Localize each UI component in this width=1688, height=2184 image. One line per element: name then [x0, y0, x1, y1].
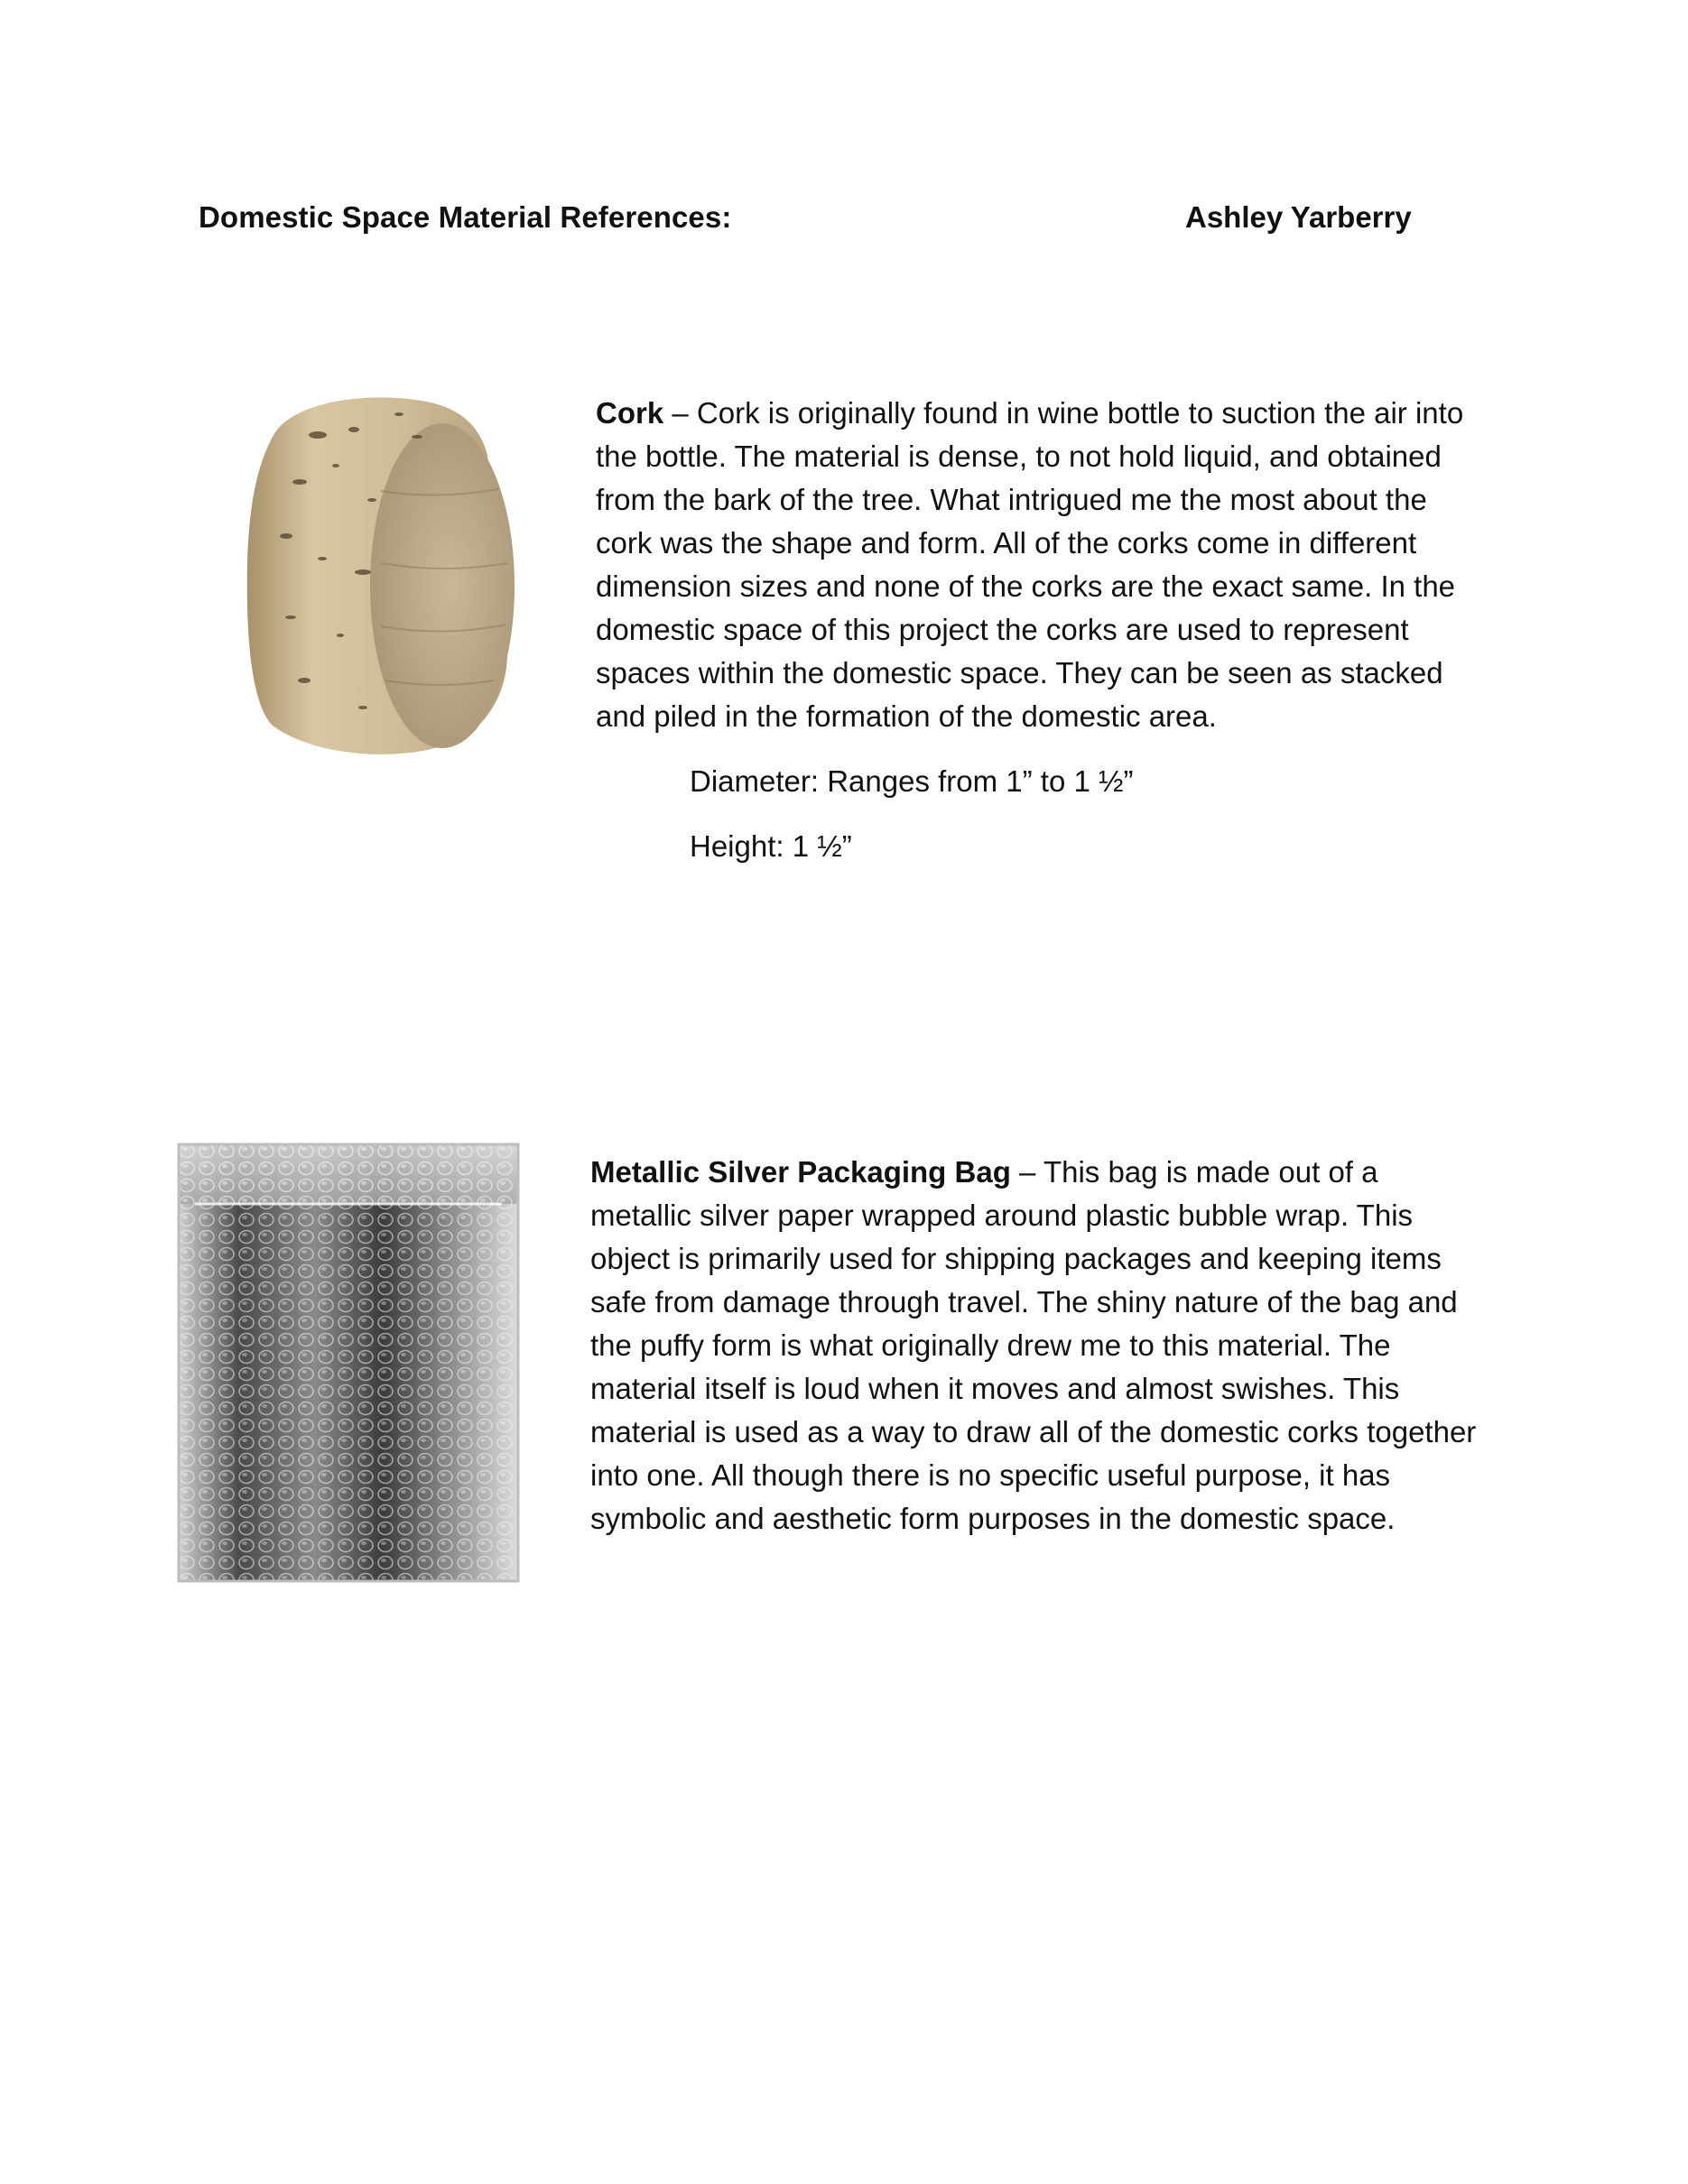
cork-body-text: Cork is originally found in wine bottle to suction the air into the bottle. The material is dense, to not hold liquid, and obtained from the bark of the tree. What intrigued me the most about the cork was the shape and form. All of the corks come in different dimension sizes and none of the corks are the exact same. In the domestic space of this project the corks are used to represent spaces within the domestic space. They can be seen as stacked and piled in the formation of the domestic area.: [596, 396, 1464, 733]
bag-body-text: This bag is made out of a metallic silver paper wrapped around plastic bubble wrap. This object is primarily used for shipping packages and keeping items safe from damage through travel. The shiny nature of the bag and the puffy form is what originally drew me to this material. The material itself is loud when it moves and almost swishes. This material is used as a way to draw all of the domestic corks together into one. All though there is no specific useful purpose, it has symbolic and aesthetic form purposes in the domestic space.: [590, 1155, 1477, 1535]
document-title: Domestic Space Material References:: [199, 200, 732, 234]
cork-separator: –: [663, 396, 697, 430]
bag-heading: Metallic Silver Packaging Bag: [590, 1155, 1011, 1189]
bag-separator: –: [1010, 1155, 1043, 1189]
cork-description: [596, 392, 1471, 738]
author-name: Ashley Yarberry: [1185, 200, 1412, 234]
cork-diameter: Diameter: Ranges from 1” to 1 ½”: [690, 764, 1134, 798]
cork-end-face: [370, 423, 515, 748]
bag-description: [590, 1151, 1484, 1541]
cork-image: [237, 383, 534, 762]
metallic-bag-image: [177, 1143, 520, 1583]
cork-heading: Cork: [596, 396, 664, 430]
cork-height: Height: 1 ½”: [690, 829, 852, 863]
